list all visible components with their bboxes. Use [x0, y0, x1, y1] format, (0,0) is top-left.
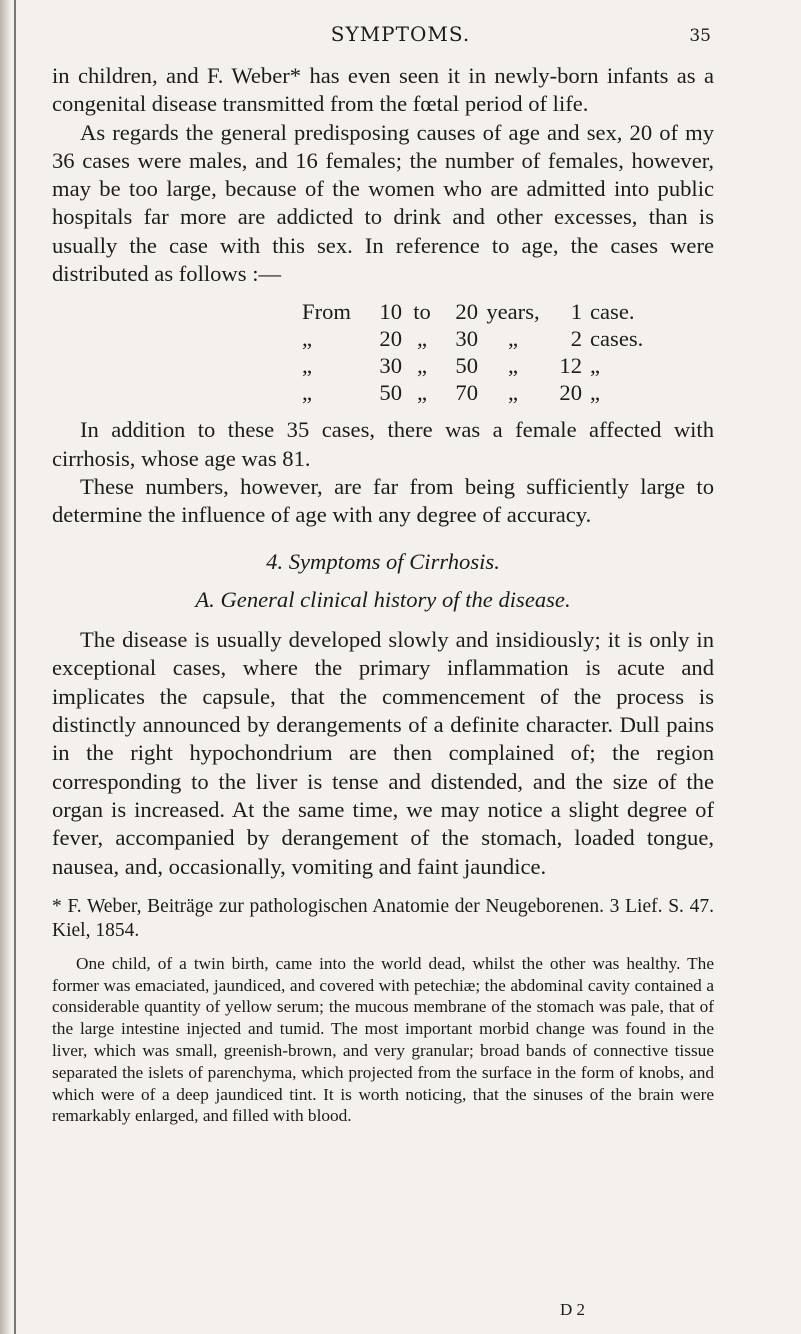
- age-lead: From: [302, 299, 351, 325]
- case-label: case.: [590, 299, 635, 325]
- age-lead: „: [302, 326, 313, 352]
- paragraph-clinical-history: The disease is usually developed slowly and insidiously; it is only in exceptional cases, where the primary inflammation is acute and implicates the capsule, that the commencement of the process is distinctly announced by derangements of a definite character. Dull pains in the right hypochondrium are then complained of; the region corresponding to the liver is tense and distended, and the size of the organ is increased. At the same time, we may notice a slight degree of fever, accompanied by derangement of the stomach, loaded tongue, nausea, and, occasionally, vomiting and faint jaundice.: [52, 627, 714, 879]
- age-unit: years,: [486, 299, 540, 325]
- section-heading: 4. Symptoms of Cirrhosis.: [266, 548, 500, 574]
- age-unit: „: [507, 353, 519, 379]
- page-header: [0, 22, 801, 52]
- table-row: [302, 379, 714, 406]
- age-distribution-table: [302, 298, 714, 406]
- paragraph-additional-case: In addition to these 35 cases, there was a female affected with cirrhosis, whose age was 81.: [52, 417, 714, 471]
- age-lead: „: [302, 353, 313, 379]
- running-head: SYMPTOMS.: [330, 22, 471, 46]
- case-label: „: [590, 380, 601, 406]
- age-from: 20: [379, 326, 402, 352]
- age-unit: „: [507, 380, 519, 406]
- footnote-citation: * F. Weber, Beiträge zur pathologischen Anatomie der Neugeborenen. 3 Lief. S. 47. Kiel, 1854.: [52, 895, 714, 941]
- case-count: 2: [570, 326, 582, 352]
- paragraph-predisposing-causes: As regards the general predisposing causes of age and sex, 20 of my 36 cases were males, and 16 females; the number of females, however, may be too large, because of the women who are admitted into public hospitals far more are addicted to drink and other excesses, than is usually the case with this sex. In reference to age, the cases were distributed as follows :—: [52, 119, 714, 287]
- age-to: 50: [455, 353, 478, 379]
- page-number: 35: [689, 26, 711, 46]
- age-lead: „: [302, 380, 313, 406]
- binding-shadow: [0, 0, 12, 1334]
- age-to: 30: [455, 326, 478, 352]
- paragraph-continuation: in children, and F. Weber* has even seen it in newly-born infants as a congenital disease transmitted from the fœtal period of life.: [52, 63, 714, 117]
- table-row: [302, 352, 714, 379]
- case-count: 1: [570, 299, 582, 325]
- age-to-word: „: [416, 380, 428, 406]
- footnote-case-description: One child, of a twin birth, came into the world dead, whilst the other was healthy. The former was emaciated, jaundiced, and covered with petechiæ; the abdominal cavity contained a considerable quantity of yellow serum; the mucous membrane of the stomach was pale, that of the large intestine injected and tumid. The most important morbid change was found in the liver, which was small, greenish-brown, and very granular; broad bands of connective tissue separated the islets of parenchyma, which projected from the surface in the form of knobs, and which were of a deep jaundiced tint. It is worth noticing, that the sinuses of the brain were remarkably enlarged, and filled with blood.: [52, 953, 714, 1126]
- subsection-heading: A. General clinical history of the disease.: [195, 586, 571, 612]
- age-unit: „: [507, 326, 519, 352]
- table-row: [302, 325, 714, 352]
- paragraph-accuracy-note: These numbers, however, are far from being sufficiently large to determine the influence of age with any degree of accuracy.: [52, 473, 714, 528]
- binding-rule: [14, 0, 16, 1334]
- age-to: 70: [455, 380, 478, 406]
- case-label: cases.: [590, 326, 644, 352]
- age-from: 50: [379, 380, 402, 406]
- case-count: 20: [559, 380, 582, 406]
- case-label: „: [590, 353, 601, 379]
- signature-mark: D 2: [560, 1300, 586, 1319]
- case-count: 12: [559, 353, 582, 379]
- age-from: 30: [379, 353, 402, 379]
- age-to: 20: [455, 299, 478, 325]
- age-to-word: „: [416, 326, 428, 352]
- age-from: 10: [379, 299, 402, 325]
- age-to-word: to: [413, 299, 431, 325]
- page-body: [52, 62, 714, 1127]
- age-to-word: „: [416, 353, 428, 379]
- table-row: [302, 298, 714, 325]
